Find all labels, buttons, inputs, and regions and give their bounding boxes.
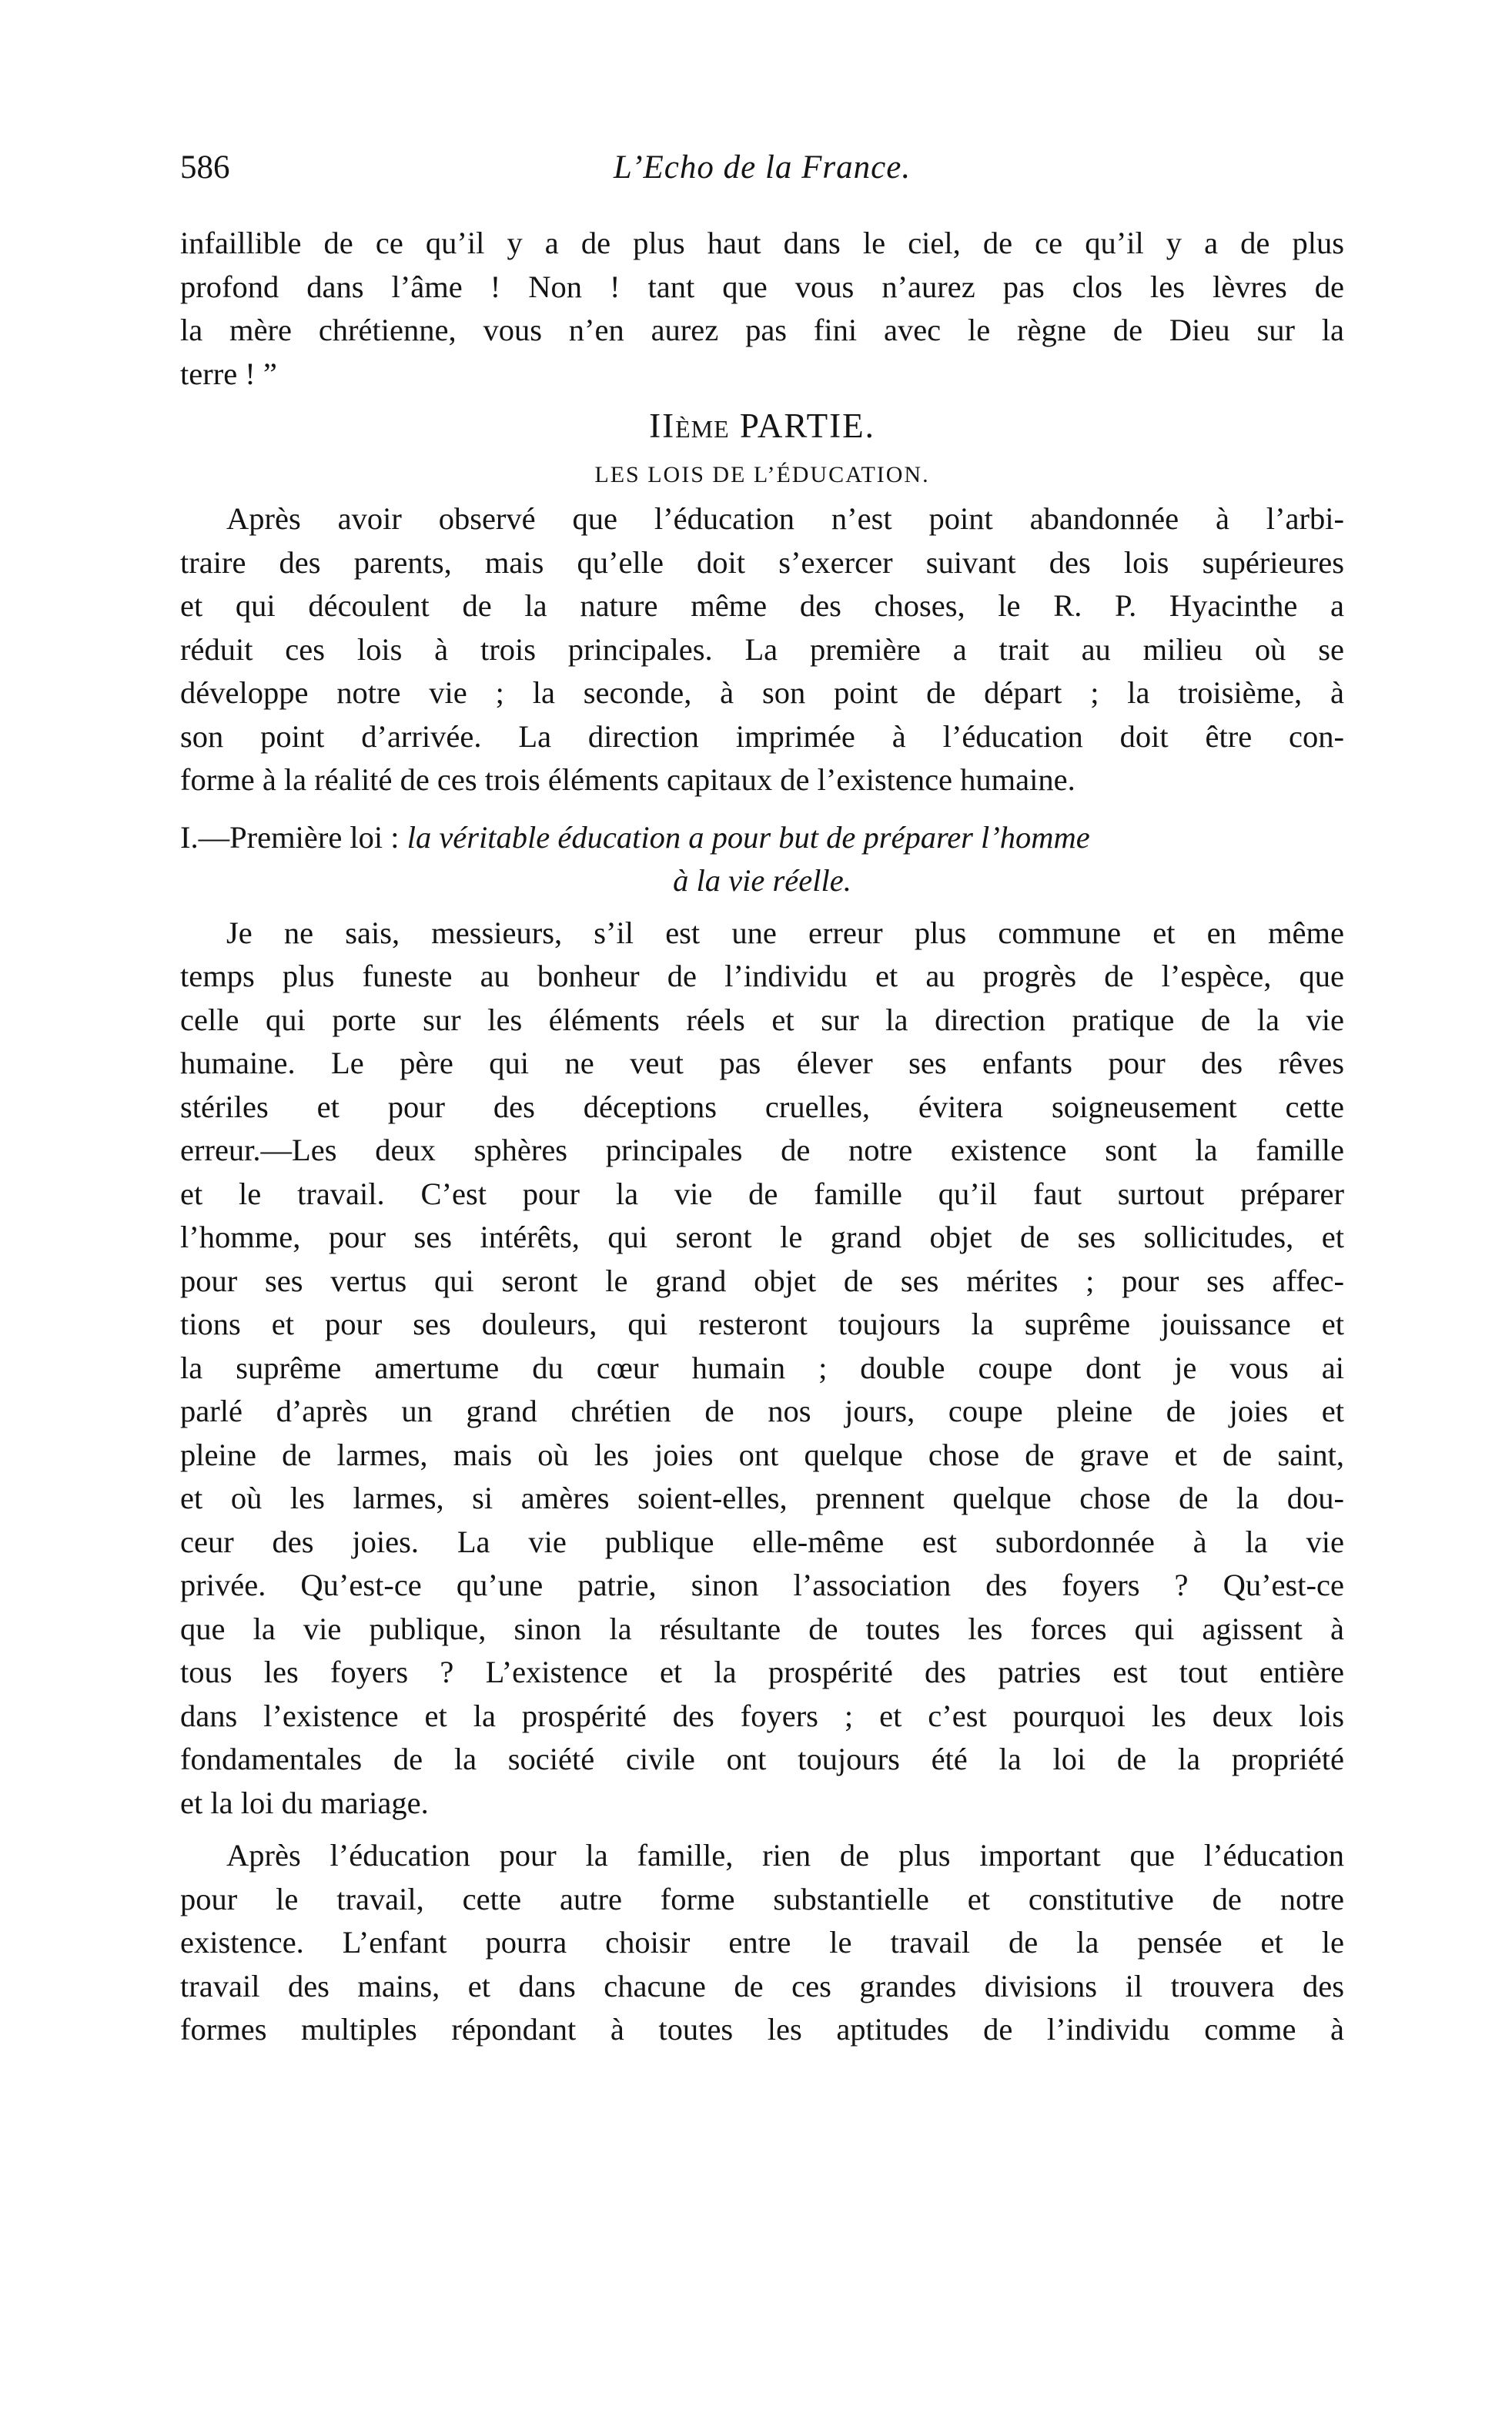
paragraph-travail: [180, 1834, 1344, 2052]
text-line: tions et pour ses douleurs, qui resteront toujours la suprême jouissance et: [180, 1307, 1344, 1341]
text-line: pleine de larmes, mais où les joies ont quelque chose de grave et de saint,: [180, 1437, 1344, 1472]
text-line: pour le travail, cette autre forme substantielle et constitutive de notre: [180, 1881, 1344, 1916]
part-superscript: ÈME: [675, 415, 730, 443]
text-line: ceur des joies. La vie publique elle-même est subordonnée à la vie: [180, 1524, 1344, 1559]
text-line: et le travail. C’est pour la vie de famille qu’il faut surtout préparer: [180, 1176, 1344, 1211]
section-title: LES LOIS DE L’ÉDUCATION.: [594, 462, 930, 487]
book-page: [180, 146, 1344, 2052]
text-line: pour ses vertus qui seront le grand objet de ses mérites ; pour ses affec-: [180, 1263, 1344, 1298]
text-line: privée. Qu’est-ce qu’une patrie, sinon l’association des foyers ? Qu’est-ce: [180, 1568, 1344, 1602]
text-line: et où les larmes, si amères soient-elles, prennent quelque chose de la dou-: [180, 1481, 1344, 1515]
text-line: stériles et pour des déceptions cruelles, évitera soigneusement cette: [180, 1089, 1344, 1124]
text-line: la suprême amertume du cœur humain ; double coupe dont je vous ai: [180, 1350, 1344, 1385]
text-line: formes multiples répondant à toutes les aptitudes de l’individu comme à: [180, 2012, 1344, 2047]
text-line: la mère chrétienne, vous n’en aurez pas fini avec le règne de Dieu sur la: [180, 313, 1344, 347]
text-line: humaine. Le père qui ne veut pas élever ses enfants pour des rêves: [180, 1046, 1344, 1080]
text-line: réduit ces lois à trois principales. La première a trait au milieu où se: [180, 631, 1344, 667]
text-line: celle qui porte sur les éléments réels et sur la direction pratique de la vie: [180, 1002, 1344, 1037]
page-number: 586: [180, 149, 230, 186]
text-line: développe notre vie ; la seconde, à son point de départ ; la troisième, à: [180, 675, 1344, 710]
first-law-heading: [180, 816, 1344, 902]
law-prefix: I.—Première loi :: [180, 819, 400, 855]
page-header: [180, 146, 1344, 192]
text-line: profond dans l’âme ! Non ! tant que vous n’aurez pas clos les lèvres de: [180, 269, 1344, 304]
text-line: tous les foyers ? L’existence et la prospérité des patries est tout entière: [180, 1655, 1344, 1689]
text-line: et qui découlent de la nature même des choses, le R. P. Hyacinthe a: [180, 588, 1344, 623]
law-line: [180, 816, 1344, 859]
text-line: terre ! ”: [180, 356, 277, 391]
law-statement-end: à la vie réelle.: [673, 862, 851, 898]
law-statement: la véritable éducation a pour but de préparer l’homme: [406, 819, 1090, 855]
text-line: traire des parents, mais qu’elle doit s’exercer suivant des lois supérieures: [180, 544, 1344, 580]
part-title: [180, 402, 1344, 453]
text-line: erreur.—Les deux sphères principales de notre existence sont la famille: [180, 1133, 1344, 1167]
text-line: parlé d’après un grand chrétien de nos jours, coupe pleine de joies et: [180, 1394, 1344, 1428]
text-line: forme à la réalité de ces trois éléments capitaux de l’existence humaine.: [180, 762, 1075, 797]
text-line: temps plus funeste au bonheur de l’individu et au progrès de l’espèce, que: [180, 959, 1344, 993]
text-line: existence. L’enfant pourra choisir entre le travail de la pensée et le: [180, 1925, 1344, 1960]
text-line: infaillible de ce qu’il y a de plus haut dans le ciel, de ce qu’il y a de plus: [180, 226, 1344, 260]
text-line: son point d’arrivée. La direction imprimée à l’éducation doit être con-: [180, 718, 1344, 754]
intro-paragraph: [180, 222, 1344, 396]
paragraph-lois: [180, 497, 1344, 802]
text-line: et la loi du mariage.: [180, 1785, 429, 1820]
part-word: PARTIE.: [739, 407, 875, 445]
paragraph-gap: [180, 1825, 1344, 1834]
part-numeral: II: [649, 407, 676, 445]
text-line: travail des mains, et dans chacune de ces grandes divisions il trouvera des: [180, 1968, 1344, 2003]
text-line: Je ne sais, messieurs, s’il est une erreur plus commune et en même: [226, 915, 1344, 950]
text-line: Après l’éducation pour la famille, rien de plus important que l’éducation: [226, 1838, 1344, 1873]
paragraph-erreur: [180, 912, 1344, 1826]
text-line: que la vie publique, sinon la résultante de toutes les forces qui agissent à: [180, 1611, 1344, 1646]
law-line: [180, 859, 1344, 902]
text-line: l’homme, pour ses intérêts, qui seront le grand objet de ses sollicitudes, et: [180, 1220, 1344, 1254]
text-line: Après avoir observé que l’éducation n’est point abandonnée à l’arbi-: [226, 501, 1344, 536]
text-line: fondamentales de la société civile ont toujours été la loi de la propriété: [180, 1742, 1344, 1776]
running-title: L’Echo de la France.: [613, 149, 912, 186]
text-line: dans l’existence et la prospérité des foyers ; et c’est pourquoi les deux lois: [180, 1698, 1344, 1733]
